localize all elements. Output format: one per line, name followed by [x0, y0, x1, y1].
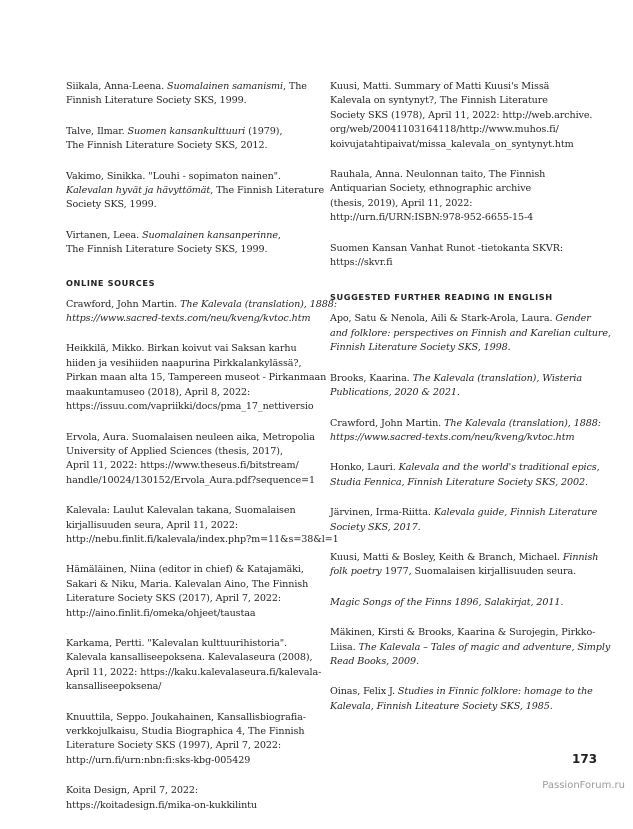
- entry-text: Kalevala kansalliseepoksena. Kalevalaseura (2008),: [66, 652, 313, 664]
- entry-text: Talve, Ilmar.: [66, 125, 128, 137]
- entry-text: Virtanen, Leea.: [66, 229, 143, 241]
- entry-text: maakuntamuseo (2018), April 8, 2022:: [66, 386, 251, 398]
- entry-text: hiiden ja vesihiiden naapurina Pirkkalankylässä?,: [66, 357, 302, 369]
- entry-text: Kalevala on syntynyt?, The Finnish Literature: [330, 95, 548, 107]
- entry-text: (thesis, 2019), April 11, 2022:: [330, 197, 473, 209]
- entry-title-text: Kalevala guide, Finnish Literature: [433, 507, 598, 519]
- entry-text: Literature Society SKS (2017), April 7, 2022:: [66, 593, 281, 605]
- entry-text: April 11, 2022: https://kaku.kalevalaseura.fi/kalevala-: [66, 666, 322, 678]
- entry-title-text: Suomalainen kansanperinne: [142, 229, 278, 241]
- entry-title-text: Kalevala and the world's traditional epics,: [398, 462, 600, 474]
- entry-text: Finnish Literature Society SKS, 1999.: [66, 95, 247, 107]
- entry-text: Kuusi, Matti & Bosley, Keith & Branch, Michael.: [330, 551, 563, 563]
- entry-title-text: Read Books, 2009.: [330, 655, 420, 667]
- entry-text: ,: [277, 229, 281, 241]
- entry-text: Vakimo, Sinikka. "Louhi - sopimaton nainen".: [66, 170, 281, 182]
- entry-text: Society SKS, 1999.: [66, 199, 157, 211]
- entry-title-text: folk poetry: [330, 566, 382, 578]
- bibliography-entry: [330, 242, 612, 271]
- online-sources-heading: ONLINE SOURCES: [66, 277, 156, 288]
- bibliography-entry: [66, 298, 346, 327]
- entry-title-text: The Kalevala – Tales of magic and adventure, Simply: [358, 641, 611, 653]
- bibliography-entry: [330, 417, 612, 446]
- entry-text: Literature Society SKS (1997), April 7, 2022:: [66, 740, 281, 752]
- bibliography-entry: [66, 563, 346, 621]
- entry-text: The Finnish Literature Society SKS, 1999.: [66, 244, 268, 256]
- entry-text: Crawford, John Martin.: [66, 298, 181, 310]
- entry-title-text: https://www.sacred-texts.com/neu/kveng/kvtoc.htm: [66, 313, 311, 325]
- entry-title-text: Society SKS, 2017.: [330, 521, 421, 533]
- entry-text: kansalliseepoksena/: [66, 681, 162, 693]
- entry-text: http://urn.fi/urn:nbn:fi:sks-kbg-005429: [66, 754, 251, 766]
- entry-text: Karkama, Pertti. "Kalevalan kulttuurihistoria".: [66, 637, 288, 649]
- entry-title-text: Studies in Finnic folklore: homage to the: [397, 686, 593, 698]
- entry-text: Antiquarian Society, ethnographic archive: [330, 183, 532, 195]
- bibliography-entry: [330, 626, 612, 669]
- entry-title-text: Gender: [555, 313, 591, 325]
- entry-text: http://aino.finlit.fi/omeka/ohjeet/taustaa: [66, 607, 256, 619]
- entry-text: April 11, 2022: https://www.theseus.fi/bitstream/: [66, 460, 299, 472]
- entry-text: Järvinen, Irma-Riitta.: [330, 507, 434, 519]
- entry-text: http://nebu.finlit.fi/kalevala/index.php?m=11&s=38&l=1: [66, 533, 339, 545]
- bibliography-entry: [330, 551, 612, 580]
- further-reading-list: [330, 312, 612, 714]
- bibliography-entry: [66, 229, 346, 258]
- bibliography-entry: [330, 596, 612, 610]
- entry-text: Knuuttila, Seppo. Joukahainen, Kansallisbiografia-: [66, 711, 306, 723]
- bibliography-entry: [330, 506, 612, 535]
- entry-title-text: https://www.sacred-texts.com/neu/kveng/kvtoc.htm: [330, 431, 575, 443]
- bibliography-entry: [330, 80, 612, 152]
- entry-text: http://urn.fi/URN:ISBN:978-952-6655-15-4: [330, 212, 534, 224]
- entry-text: 1977, Suomalaisen kirjallisuuden seura.: [381, 566, 577, 578]
- entry-text: Honko, Lauri.: [330, 462, 399, 474]
- entry-text: Suomen Kansan Vanhat Runot -tietokanta SKVR:: [330, 242, 564, 254]
- entry-text: (1979),: [245, 125, 283, 137]
- entry-title-text: Suomen kansankulttuuri: [127, 125, 246, 137]
- entry-text: Koita Design, April 7, 2022:: [66, 785, 199, 797]
- entry-title-text: Kalevalan hyvät ja hävyttömät: [66, 185, 211, 197]
- left-bibliography-list: [66, 80, 346, 258]
- left-column: [66, 80, 346, 829]
- entry-text: Ervola, Aura. Suomalaisen neuleen aika, Metropolia: [66, 431, 315, 443]
- entry-title-text: The Kalevala (translation), Wisteria: [412, 372, 583, 384]
- entry-text: Apo, Satu & Nenola, Aili & Stark-Arola, Laura.: [330, 313, 556, 325]
- entry-title-text: The Kalevala (translation), 1888:: [180, 298, 337, 310]
- bibliography-entry: [66, 431, 346, 489]
- entry-text: Liisa.: [330, 641, 359, 653]
- right-column: [330, 80, 612, 730]
- entry-text: https://koitadesign.fi/mika-on-kukkilintu: [66, 799, 257, 811]
- online-sources-list: [66, 298, 346, 813]
- bibliography-entry: [330, 312, 612, 355]
- entry-text: kirjallisuuden seura, April 11, 2022:: [66, 519, 238, 531]
- entry-text: The Finnish Literature Society SKS, 2012.: [66, 140, 268, 152]
- bibliography-entry: [66, 125, 346, 154]
- entry-text: https://issuu.com/vapriikki/docs/pma_17_nettiversio: [66, 401, 314, 413]
- entry-text: Pirkan maan alta 15, Tampereen museot - Pirkanmaan: [66, 372, 327, 384]
- entry-text: Kalevala: Laulut Kalevalan takana, Suomalaisen: [66, 505, 296, 517]
- entry-text: Oinas, Felix J.: [330, 686, 398, 698]
- entry-title-text: Suomalainen samanismi: [167, 81, 283, 92]
- entry-title-text: Finnish: [562, 551, 599, 563]
- bibliography-entry: [330, 372, 612, 401]
- bibliography-entry: [330, 685, 612, 714]
- entry-text: , The: [283, 81, 307, 92]
- right-bibliography-list: [330, 80, 612, 270]
- entry-title-text: The Kalevala (translation), 1888:: [444, 417, 601, 429]
- further-reading-heading: SUGGESTED FURTHER READING IN ENGLISH: [330, 292, 553, 303]
- entry-text: Heikkilä, Mikko. Birkan koivut vai Saksan karhu: [66, 343, 297, 355]
- entry-text: Sakari & Niku, Maria. Kalevalan Aino, The Finnish: [66, 578, 309, 590]
- bibliography-entry: [66, 80, 346, 109]
- bibliography-entry: [330, 461, 612, 490]
- entry-text: University of Applied Sciences (thesis, 2017),: [66, 445, 283, 457]
- entry-text: Crawford, John Martin.: [330, 417, 445, 429]
- entry-text: Mäkinen, Kirsti & Brooks, Kaarina & Surojegin, Pirkko-: [330, 627, 596, 639]
- bibliography-entry: [66, 711, 346, 769]
- entry-text: org/web/20041103164118/http://www.muhos.fi/: [330, 124, 559, 136]
- entry-text: , The Finnish Literature: [210, 185, 325, 197]
- entry-title-text: Publications, 2020 & 2021.: [330, 387, 460, 399]
- entry-text: verkkojulkaisu, Studia Biographica 4, The Finnish: [66, 726, 305, 737]
- entry-title-text: and folklore: perspectives on Finnish and Karelian culture,: [330, 327, 611, 339]
- watermark: PassionForum.ru: [542, 780, 625, 791]
- entry-text: Society SKS (1978), April 11, 2022: http://web.archive.: [330, 109, 593, 121]
- bibliography-entry: [66, 170, 346, 213]
- entry-text: koivujatahtipaivat/missa_kalevala_on_syntynyt.htm: [330, 138, 574, 150]
- entry-title-text: Kalevala, Finnish Liteature Society SKS, 1985.: [330, 700, 553, 712]
- entry-text: Rauhala, Anna. Neulonnan taito, The Finnish: [330, 169, 546, 181]
- bibliography-entry: [330, 168, 612, 226]
- bibliography-entry: [66, 637, 346, 695]
- entry-text: https://skvr.fi: [330, 257, 393, 269]
- entry-title-text: Studia Fennica, Finnish Literature Society SKS, 2002.: [330, 476, 588, 488]
- bibliography-entry: [66, 342, 346, 414]
- entry-title-text: Magic Songs of the Finns 1896, Salakirjat, 2011.: [330, 596, 564, 608]
- bibliography-entry: [66, 784, 346, 813]
- entry-text: Hämäläinen, Niina (editor in chief) & Katajamäki,: [66, 564, 304, 576]
- entry-text: handle/10024/130152/Ervola_Aura.pdf?sequence=1: [66, 474, 315, 486]
- page-number: 173: [572, 752, 598, 766]
- entry-text: Siikala, Anna-Leena.: [66, 81, 168, 92]
- bibliography-entry: [66, 504, 346, 547]
- entry-text: Brooks, Kaarina.: [330, 372, 413, 384]
- entry-text: Kuusi, Matti. Summary of Matti Kuusi's Missä: [330, 81, 550, 92]
- entry-title-text: Finnish Literature Society SKS, 1998.: [330, 342, 511, 354]
